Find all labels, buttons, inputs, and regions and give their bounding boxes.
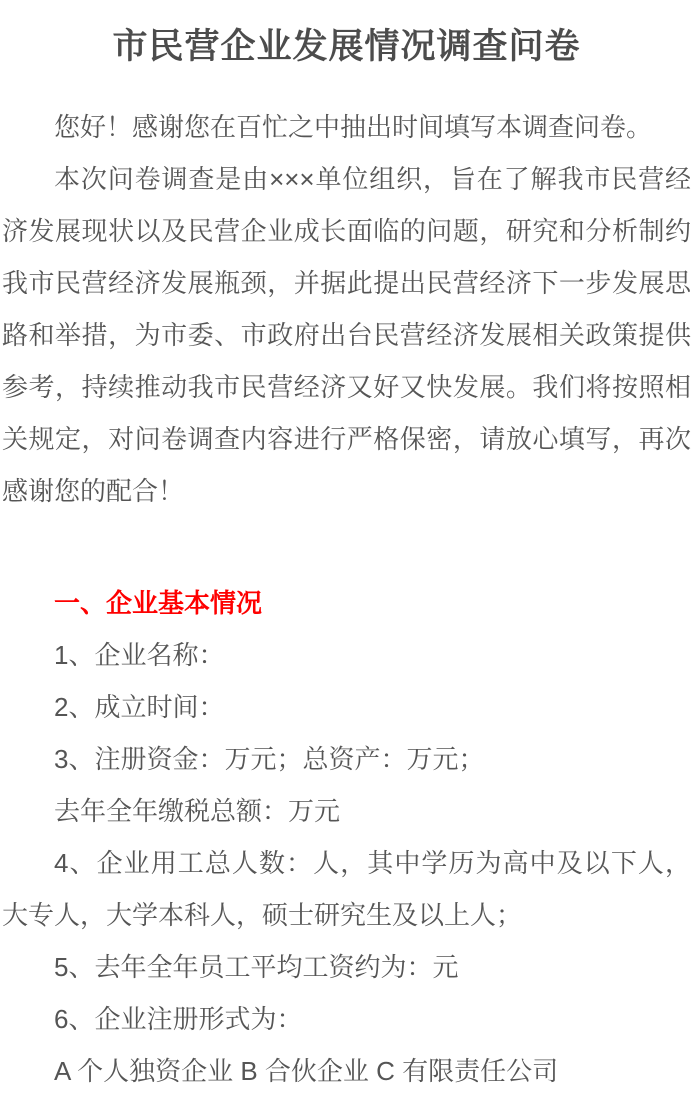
question-item-company-name: 1、企业名称： [54, 640, 225, 670]
question-item-registration-options: A 个人独资企业 B 合伙企业 C 有限责任公司 [54, 1056, 559, 1086]
page-title: 市民营企业发展情况调查问卷 [112, 27, 581, 66]
question-item-founding-date: 2、成立时间： [54, 692, 225, 722]
question-item-capital-assets: 3、注册资金：万元；总资产：万元； [54, 744, 485, 774]
question-item-employee-count: 4、企业用工总人数：人，其中学历为高中及以下人，大专人，大学本科人，硕士研究生及以上人； [2, 848, 691, 930]
question-item-tax-total: 去年全年缴税总额：万元 [54, 796, 341, 826]
document-body [2, 101, 691, 1097]
section-heading-basic-info: 一、企业基本情况 [54, 588, 263, 618]
question-item-average-salary: 5、去年全年员工平均工资约为：元 [54, 952, 459, 982]
intro-paragraph-greeting: 您好！感谢您在百忙之中抽出时间填写本调查问卷。 [54, 112, 653, 142]
question-item-registration-type: 6、企业注册形式为： [54, 1004, 303, 1034]
intro-paragraph-purpose: 本次问卷调查是由×××单位组织，旨在了解我市民营经济发展现状以及民营企业成长面临的问题，研究和分析制约我市民营经济发展瓶颈，并据此提出民营经济下一步发展思路和举措，为市委、市政府出台民营经济发展相关政策提供参考，持续推动我市民营经济又好又快发展。我们将按照相关规定，对问卷调查内容进行严格保密，请放心填写，再次感谢您的配合！ [2, 164, 691, 506]
